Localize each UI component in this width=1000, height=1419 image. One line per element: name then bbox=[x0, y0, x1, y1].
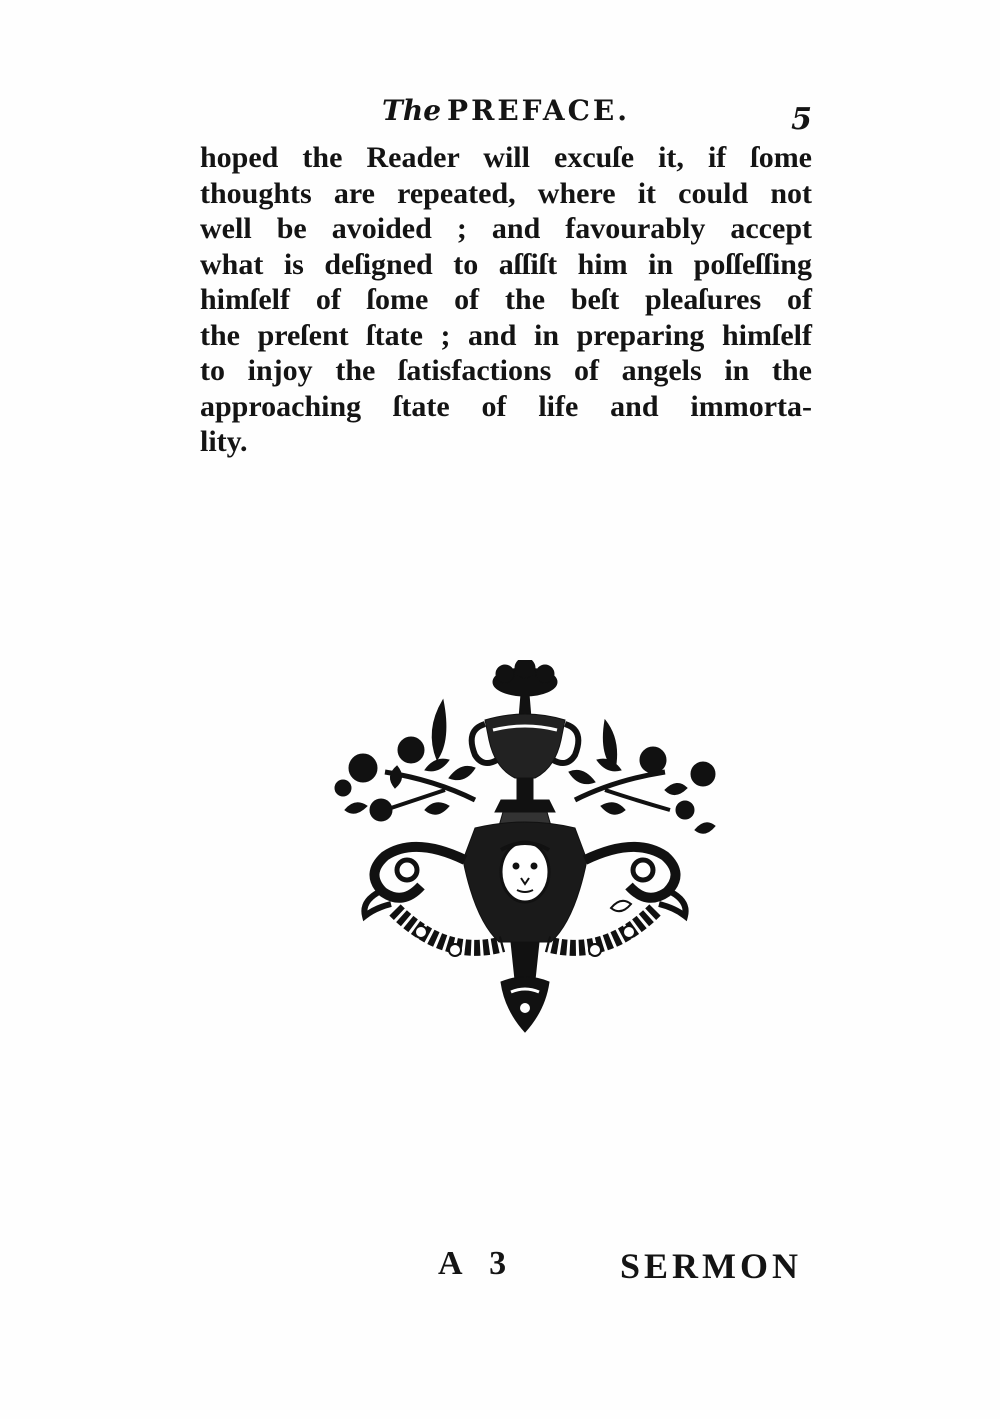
floral-urn-ornament-icon bbox=[325, 660, 720, 1045]
text-line: what is deſigned to aſſiſt him in poſſeſſing bbox=[200, 247, 812, 281]
pendant-icon bbox=[501, 942, 549, 1032]
running-title-italic: The bbox=[382, 94, 442, 127]
cartouche-icon bbox=[463, 822, 587, 942]
catchword: SERMON bbox=[619, 1246, 802, 1286]
text-line: thoughts are repeated, where it could not bbox=[200, 176, 812, 210]
page-footer bbox=[200, 1245, 812, 1295]
urn-icon bbox=[472, 714, 579, 826]
right-scroll-icon bbox=[585, 847, 686, 916]
text-line: himſelf of ſome of the beſt pleaſures of bbox=[200, 283, 812, 316]
text-line: to injoy the ſatisfactions of angels in the bbox=[200, 354, 812, 387]
text-line: well be avoided ; and favourably accept bbox=[200, 212, 812, 245]
signature-mark: A 3 bbox=[438, 1245, 517, 1282]
text-line: hoped the Reader will excuſe it, if ſome bbox=[200, 141, 812, 174]
text-line: the preſent ſtate ; and in preparing himſelf bbox=[200, 318, 812, 352]
left-scroll-icon bbox=[364, 847, 465, 916]
left-branch-icon bbox=[335, 737, 475, 821]
running-title bbox=[382, 94, 630, 127]
text-line: approaching ſtate of life and immorta- bbox=[200, 389, 812, 423]
page-number: 5 bbox=[791, 102, 812, 137]
top-flower-icon bbox=[493, 660, 557, 718]
running-title-caps: PREFACE. bbox=[447, 94, 631, 127]
right-branch-icon bbox=[569, 747, 715, 833]
running-head bbox=[200, 94, 812, 136]
text-line: lity. bbox=[200, 425, 248, 458]
body-text bbox=[200, 140, 812, 460]
